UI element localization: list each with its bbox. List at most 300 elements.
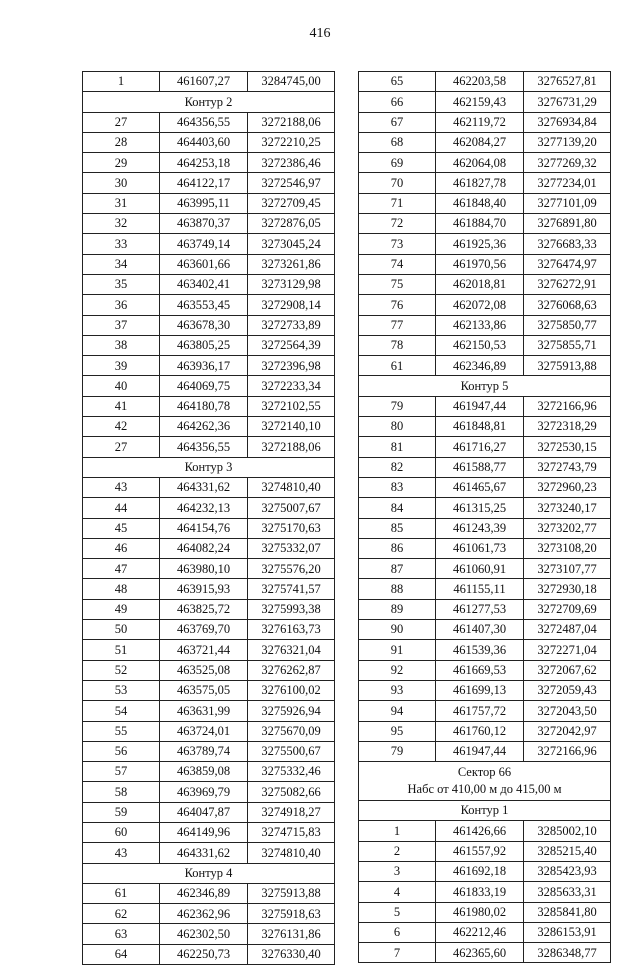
- point-number-cell: 52: [83, 660, 160, 680]
- y-coordinate-cell: 3276272,91: [524, 274, 611, 294]
- sector-header-row: [359, 762, 611, 801]
- y-coordinate-cell: 3273240,17: [524, 498, 611, 518]
- table-row: [83, 214, 335, 234]
- x-coordinate-cell: 463601,66: [160, 254, 248, 274]
- x-coordinate-cell: 461465,67: [436, 477, 524, 497]
- y-coordinate-cell: 3276262,87: [248, 660, 335, 680]
- point-number-cell: 88: [359, 579, 436, 599]
- y-coordinate-cell: 3272564,39: [248, 335, 335, 355]
- table-row: [83, 477, 335, 497]
- point-number-cell: 87: [359, 559, 436, 579]
- point-number-cell: 53: [83, 680, 160, 700]
- y-coordinate-cell: 3272188,06: [248, 112, 335, 132]
- table-row: [359, 721, 611, 741]
- point-number-cell: 93: [359, 680, 436, 700]
- y-coordinate-cell: 3272908,14: [248, 295, 335, 315]
- point-number-cell: 95: [359, 721, 436, 741]
- y-coordinate-cell: 3276527,81: [524, 72, 611, 92]
- x-coordinate-cell: 464262,36: [160, 417, 248, 437]
- table-row: [83, 518, 335, 538]
- table-row: [359, 72, 611, 92]
- y-coordinate-cell: 3274715,83: [248, 822, 335, 842]
- x-coordinate-cell: 461060,91: [436, 559, 524, 579]
- point-number-cell: 7: [359, 943, 436, 963]
- point-number-cell: 89: [359, 599, 436, 619]
- point-number-cell: 44: [83, 498, 160, 518]
- table-row: [83, 883, 335, 903]
- point-number-cell: 61: [359, 356, 436, 376]
- x-coordinate-cell: 463525,08: [160, 660, 248, 680]
- table-row: [359, 132, 611, 152]
- point-number-cell: 81: [359, 437, 436, 457]
- point-number-cell: 27: [83, 437, 160, 457]
- point-number-cell: 66: [359, 92, 436, 112]
- x-coordinate-cell: 462119,72: [436, 112, 524, 132]
- table-row: [359, 559, 611, 579]
- x-coordinate-cell: 461947,44: [436, 396, 524, 416]
- coordinates-table-left: [82, 71, 335, 965]
- x-coordinate-cell: 463402,41: [160, 274, 248, 294]
- point-number-cell: 73: [359, 234, 436, 254]
- x-coordinate-cell: 463995,11: [160, 193, 248, 213]
- point-number-cell: 2: [359, 841, 436, 861]
- point-number-cell: 82: [359, 457, 436, 477]
- x-coordinate-cell: 464232,13: [160, 498, 248, 518]
- y-coordinate-cell: 3272960,23: [524, 477, 611, 497]
- y-coordinate-cell: 3285841,80: [524, 902, 611, 922]
- y-coordinate-cell: 3275993,38: [248, 599, 335, 619]
- x-coordinate-cell: 462018,81: [436, 274, 524, 294]
- x-coordinate-cell: 463936,17: [160, 356, 248, 376]
- table-row: [83, 620, 335, 640]
- table-row: [83, 132, 335, 152]
- contour-header: Контур 2: [83, 92, 335, 112]
- point-number-cell: 47: [83, 559, 160, 579]
- y-coordinate-cell: 3272166,96: [524, 396, 611, 416]
- point-number-cell: 84: [359, 498, 436, 518]
- point-number-cell: 58: [83, 782, 160, 802]
- table-row: [359, 214, 611, 234]
- table-row: [83, 843, 335, 863]
- x-coordinate-cell: 461426,66: [436, 821, 524, 841]
- table-row: [83, 822, 335, 842]
- y-coordinate-cell: 3285215,40: [524, 841, 611, 861]
- x-coordinate-cell: 462084,27: [436, 132, 524, 152]
- y-coordinate-cell: 3285002,10: [524, 821, 611, 841]
- point-number-cell: 62: [83, 904, 160, 924]
- table-row: [83, 437, 335, 457]
- point-number-cell: 64: [83, 944, 160, 964]
- point-number-cell: 91: [359, 640, 436, 660]
- y-coordinate-cell: 3276163,73: [248, 620, 335, 640]
- point-number-cell: 79: [359, 741, 436, 761]
- table-row: [83, 274, 335, 294]
- x-coordinate-cell: 464331,62: [160, 843, 248, 863]
- y-coordinate-cell: 3275082,66: [248, 782, 335, 802]
- x-coordinate-cell: 463825,72: [160, 599, 248, 619]
- sector-header: [359, 762, 611, 801]
- point-number-cell: 4: [359, 882, 436, 902]
- y-coordinate-cell: 3273261,86: [248, 254, 335, 274]
- point-number-cell: 30: [83, 173, 160, 193]
- table-row: [359, 437, 611, 457]
- table-row: [83, 579, 335, 599]
- table-row: [83, 173, 335, 193]
- point-number-cell: 40: [83, 376, 160, 396]
- y-coordinate-cell: 3272709,45: [248, 193, 335, 213]
- y-coordinate-cell: 3275332,46: [248, 762, 335, 782]
- x-coordinate-cell: 461699,13: [436, 680, 524, 700]
- x-coordinate-cell: 464180,78: [160, 396, 248, 416]
- x-coordinate-cell: 462064,08: [436, 153, 524, 173]
- point-number-cell: 3: [359, 861, 436, 881]
- x-coordinate-cell: 464149,96: [160, 822, 248, 842]
- point-number-cell: 55: [83, 721, 160, 741]
- y-coordinate-cell: 3275741,57: [248, 579, 335, 599]
- point-number-cell: 43: [83, 477, 160, 497]
- contour-header: Контур 5: [359, 376, 611, 396]
- table-row: [359, 579, 611, 599]
- table-row: [83, 538, 335, 558]
- x-coordinate-cell: 461277,53: [436, 599, 524, 619]
- table-row: [83, 376, 335, 396]
- point-number-cell: 86: [359, 538, 436, 558]
- y-coordinate-cell: 3272930,18: [524, 579, 611, 599]
- table-row: [359, 538, 611, 558]
- point-number-cell: 41: [83, 396, 160, 416]
- x-coordinate-cell: 463769,70: [160, 620, 248, 640]
- contour-header: Контур 1: [359, 801, 611, 821]
- table-row: [359, 518, 611, 538]
- x-coordinate-cell: 461539,36: [436, 640, 524, 660]
- table-row: [359, 112, 611, 132]
- table-row: [359, 417, 611, 437]
- x-coordinate-cell: 463969,79: [160, 782, 248, 802]
- x-coordinate-cell: 462250,73: [160, 944, 248, 964]
- table-row: [83, 944, 335, 964]
- contour-header: Контур 3: [83, 457, 335, 477]
- y-coordinate-cell: 3277234,01: [524, 173, 611, 193]
- table-row: [359, 680, 611, 700]
- contour-header-row: [359, 801, 611, 821]
- point-number-cell: 5: [359, 902, 436, 922]
- table-row: [359, 396, 611, 416]
- x-coordinate-cell: 461760,12: [436, 721, 524, 741]
- point-number-cell: 70: [359, 173, 436, 193]
- y-coordinate-cell: 3275007,67: [248, 498, 335, 518]
- point-number-cell: 72: [359, 214, 436, 234]
- contour-header-row: [359, 376, 611, 396]
- y-coordinate-cell: 3272487,04: [524, 620, 611, 640]
- y-coordinate-cell: 3276321,04: [248, 640, 335, 660]
- table-row: [83, 741, 335, 761]
- table-row: [359, 640, 611, 660]
- x-coordinate-cell: 462203,58: [436, 72, 524, 92]
- point-number-cell: 29: [83, 153, 160, 173]
- contour-header-row: [83, 92, 335, 112]
- table-row: [359, 821, 611, 841]
- x-coordinate-cell: 463749,14: [160, 234, 248, 254]
- y-coordinate-cell: 3276474,97: [524, 254, 611, 274]
- x-coordinate-cell: 462302,50: [160, 924, 248, 944]
- y-coordinate-cell: 3272318,29: [524, 417, 611, 437]
- y-coordinate-cell: 3276330,40: [248, 944, 335, 964]
- y-coordinate-cell: 3272067,62: [524, 660, 611, 680]
- point-number-cell: 46: [83, 538, 160, 558]
- x-coordinate-cell: 461757,72: [436, 701, 524, 721]
- table-row: [83, 112, 335, 132]
- table-row: [83, 193, 335, 213]
- point-number-cell: 28: [83, 132, 160, 152]
- point-number-cell: 1: [359, 821, 436, 841]
- y-coordinate-cell: 3272102,55: [248, 396, 335, 416]
- y-coordinate-cell: 3272709,69: [524, 599, 611, 619]
- y-coordinate-cell: 3275670,09: [248, 721, 335, 741]
- table-row: [359, 274, 611, 294]
- x-coordinate-cell: 461607,27: [160, 72, 248, 92]
- point-number-cell: 56: [83, 741, 160, 761]
- table-row: [359, 477, 611, 497]
- y-coordinate-cell: 3272166,96: [524, 741, 611, 761]
- table-row: [83, 396, 335, 416]
- x-coordinate-cell: 461407,30: [436, 620, 524, 640]
- table-row: [359, 882, 611, 902]
- y-coordinate-cell: 3277139,20: [524, 132, 611, 152]
- y-coordinate-cell: 3272043,50: [524, 701, 611, 721]
- point-number-cell: 59: [83, 802, 160, 822]
- y-coordinate-cell: 3286153,91: [524, 922, 611, 942]
- point-number-cell: 35: [83, 274, 160, 294]
- table-row: [359, 660, 611, 680]
- x-coordinate-cell: 461243,39: [436, 518, 524, 538]
- x-coordinate-cell: 462365,60: [436, 943, 524, 963]
- point-number-cell: 79: [359, 396, 436, 416]
- y-coordinate-cell: 3276100,02: [248, 680, 335, 700]
- y-coordinate-cell: 3275926,94: [248, 701, 335, 721]
- y-coordinate-cell: 3272059,43: [524, 680, 611, 700]
- table-row: [83, 417, 335, 437]
- point-number-cell: 65: [359, 72, 436, 92]
- x-coordinate-cell: 461061,73: [436, 538, 524, 558]
- x-coordinate-cell: 462346,89: [436, 356, 524, 376]
- sector-title: Сектор 66: [457, 765, 512, 780]
- table-row: [83, 315, 335, 335]
- y-coordinate-cell: 3272396,98: [248, 356, 335, 376]
- y-coordinate-cell: 3275170,63: [248, 518, 335, 538]
- y-coordinate-cell: 3276131,86: [248, 924, 335, 944]
- table-row: [83, 234, 335, 254]
- y-coordinate-cell: 3276891,80: [524, 214, 611, 234]
- y-coordinate-cell: 3277101,09: [524, 193, 611, 213]
- table-row: [83, 701, 335, 721]
- point-number-cell: 27: [83, 112, 160, 132]
- y-coordinate-cell: 3275913,88: [524, 356, 611, 376]
- y-coordinate-cell: 3272140,10: [248, 417, 335, 437]
- x-coordinate-cell: 461716,27: [436, 437, 524, 457]
- x-coordinate-cell: 464154,76: [160, 518, 248, 538]
- table-row: [83, 295, 335, 315]
- point-number-cell: 50: [83, 620, 160, 640]
- y-coordinate-cell: 3275576,20: [248, 559, 335, 579]
- point-number-cell: 76: [359, 295, 436, 315]
- y-coordinate-cell: 3272546,97: [248, 173, 335, 193]
- table-row: [359, 234, 611, 254]
- point-number-cell: 49: [83, 599, 160, 619]
- point-number-cell: 77: [359, 315, 436, 335]
- table-row: [83, 599, 335, 619]
- x-coordinate-cell: 461848,81: [436, 417, 524, 437]
- x-coordinate-cell: 464356,55: [160, 112, 248, 132]
- x-coordinate-cell: 461669,53: [436, 660, 524, 680]
- table-row: [83, 356, 335, 376]
- table-row: [83, 559, 335, 579]
- y-coordinate-cell: 3274918,27: [248, 802, 335, 822]
- x-coordinate-cell: 463915,93: [160, 579, 248, 599]
- point-number-cell: 71: [359, 193, 436, 213]
- point-number-cell: 1: [83, 72, 160, 92]
- y-coordinate-cell: 3275918,63: [248, 904, 335, 924]
- table-row: [83, 72, 335, 92]
- table-row: [359, 902, 611, 922]
- point-number-cell: 85: [359, 518, 436, 538]
- x-coordinate-cell: 464082,24: [160, 538, 248, 558]
- x-coordinate-cell: 462150,53: [436, 335, 524, 355]
- point-number-cell: 92: [359, 660, 436, 680]
- table-row: [83, 153, 335, 173]
- x-coordinate-cell: 464253,18: [160, 153, 248, 173]
- x-coordinate-cell: 461588,77: [436, 457, 524, 477]
- contour-header: Контур 4: [83, 863, 335, 883]
- point-number-cell: 69: [359, 153, 436, 173]
- x-coordinate-cell: 463724,01: [160, 721, 248, 741]
- point-number-cell: 48: [83, 579, 160, 599]
- table-row: [83, 335, 335, 355]
- table-row: [83, 498, 335, 518]
- table-row: [359, 295, 611, 315]
- page-number: 416: [309, 26, 331, 41]
- point-number-cell: 74: [359, 254, 436, 274]
- x-coordinate-cell: 464122,17: [160, 173, 248, 193]
- y-coordinate-cell: 3272271,04: [524, 640, 611, 660]
- y-coordinate-cell: 3272188,06: [248, 437, 335, 457]
- x-coordinate-cell: 462346,89: [160, 883, 248, 903]
- table-row: [359, 741, 611, 761]
- table-row: [359, 335, 611, 355]
- y-coordinate-cell: 3275332,07: [248, 538, 335, 558]
- point-number-cell: 54: [83, 701, 160, 721]
- x-coordinate-cell: 461692,18: [436, 861, 524, 881]
- table-row: [359, 922, 611, 942]
- y-coordinate-cell: 3276934,84: [524, 112, 611, 132]
- x-coordinate-cell: 463678,30: [160, 315, 248, 335]
- x-coordinate-cell: 463870,37: [160, 214, 248, 234]
- y-coordinate-cell: 3272386,46: [248, 153, 335, 173]
- y-coordinate-cell: 3284745,00: [248, 72, 335, 92]
- table-row: [83, 660, 335, 680]
- table-row: [359, 254, 611, 274]
- point-number-cell: 34: [83, 254, 160, 274]
- y-coordinate-cell: 3275500,67: [248, 741, 335, 761]
- point-number-cell: 78: [359, 335, 436, 355]
- coordinates-table-right: [358, 71, 611, 963]
- y-coordinate-cell: 3272530,15: [524, 437, 611, 457]
- table-row: [83, 924, 335, 944]
- x-coordinate-cell: 464069,75: [160, 376, 248, 396]
- x-coordinate-cell: 461155,11: [436, 579, 524, 599]
- point-number-cell: 80: [359, 417, 436, 437]
- x-coordinate-cell: 464356,55: [160, 437, 248, 457]
- x-coordinate-cell: 463631,99: [160, 701, 248, 721]
- x-coordinate-cell: 462159,43: [436, 92, 524, 112]
- point-number-cell: 33: [83, 234, 160, 254]
- x-coordinate-cell: 461848,40: [436, 193, 524, 213]
- point-number-cell: 83: [359, 477, 436, 497]
- y-coordinate-cell: 3273108,20: [524, 538, 611, 558]
- y-coordinate-cell: 3273202,77: [524, 518, 611, 538]
- table-row: [359, 943, 611, 963]
- table-row: [359, 193, 611, 213]
- x-coordinate-cell: 464331,62: [160, 477, 248, 497]
- point-number-cell: 6: [359, 922, 436, 942]
- point-number-cell: 37: [83, 315, 160, 335]
- y-coordinate-cell: 3276731,29: [524, 92, 611, 112]
- point-number-cell: 31: [83, 193, 160, 213]
- table-row: [359, 498, 611, 518]
- x-coordinate-cell: 463553,45: [160, 295, 248, 315]
- contour-header-row: [83, 863, 335, 883]
- point-number-cell: 61: [83, 883, 160, 903]
- x-coordinate-cell: 463721,44: [160, 640, 248, 660]
- point-number-cell: 75: [359, 274, 436, 294]
- x-coordinate-cell: 462072,08: [436, 295, 524, 315]
- x-coordinate-cell: 463980,10: [160, 559, 248, 579]
- table-row: [83, 782, 335, 802]
- point-number-cell: 57: [83, 762, 160, 782]
- point-number-cell: 42: [83, 417, 160, 437]
- y-coordinate-cell: 3272042,97: [524, 721, 611, 741]
- y-coordinate-cell: 3285633,31: [524, 882, 611, 902]
- y-coordinate-cell: 3274810,40: [248, 477, 335, 497]
- y-coordinate-cell: 3275855,71: [524, 335, 611, 355]
- sector-height-range: Набс от 410,00 м до 415,00 м: [407, 782, 562, 797]
- point-number-cell: 36: [83, 295, 160, 315]
- y-coordinate-cell: 3285423,93: [524, 861, 611, 881]
- y-coordinate-cell: 3276068,63: [524, 295, 611, 315]
- point-number-cell: 32: [83, 214, 160, 234]
- point-number-cell: 51: [83, 640, 160, 660]
- table-row: [83, 762, 335, 782]
- y-coordinate-cell: 3286348,77: [524, 943, 611, 963]
- point-number-cell: 43: [83, 843, 160, 863]
- table-row: [83, 721, 335, 741]
- y-coordinate-cell: 3276683,33: [524, 234, 611, 254]
- point-number-cell: 67: [359, 112, 436, 132]
- y-coordinate-cell: 3273045,24: [248, 234, 335, 254]
- y-coordinate-cell: 3272210,25: [248, 132, 335, 152]
- point-number-cell: 60: [83, 822, 160, 842]
- table-row: [359, 173, 611, 193]
- x-coordinate-cell: 461970,56: [436, 254, 524, 274]
- point-number-cell: 68: [359, 132, 436, 152]
- x-coordinate-cell: 462212,46: [436, 922, 524, 942]
- x-coordinate-cell: 461925,36: [436, 234, 524, 254]
- table-row: [359, 457, 611, 477]
- table-row: [83, 904, 335, 924]
- x-coordinate-cell: 461980,02: [436, 902, 524, 922]
- y-coordinate-cell: 3272733,89: [248, 315, 335, 335]
- table-row: [359, 701, 611, 721]
- x-coordinate-cell: 462133,86: [436, 315, 524, 335]
